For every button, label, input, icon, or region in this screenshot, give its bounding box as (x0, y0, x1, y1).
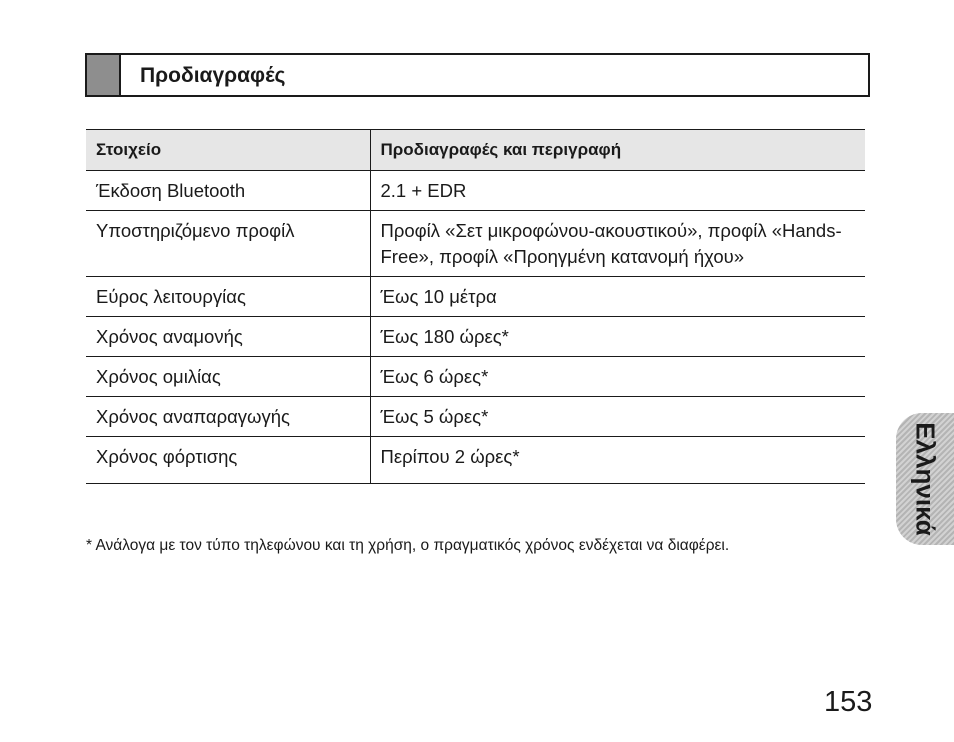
section-header (85, 53, 870, 97)
table-row (86, 437, 865, 484)
page-number: 153 (824, 686, 873, 718)
footnote: * Ανάλογα με τον τύπο τηλεφώνου και τη χρήση, ο πραγματικός χρόνος ενδέχεται να διαφέρει. (86, 537, 730, 554)
table-header-row (86, 130, 865, 171)
spec-value: Έως 5 ώρες* (370, 397, 865, 437)
table-row (86, 397, 865, 437)
table-row (86, 277, 865, 317)
table-row (86, 171, 865, 211)
spec-value: Έως 6 ώρες* (370, 357, 865, 397)
section-title: Προδιαγραφές (140, 64, 286, 87)
spec-item: Χρόνος φόρτισης (86, 437, 370, 484)
table-row (86, 357, 865, 397)
section-marker-block (87, 55, 121, 95)
spec-value: 2.1 + EDR (370, 171, 865, 211)
spec-item: Χρόνος ομιλίας (86, 357, 370, 397)
spec-item: Εύρος λειτουργίας (86, 277, 370, 317)
spec-item: Χρόνος αναμονής (86, 317, 370, 357)
column-header-item: Στοιχείο (86, 130, 370, 171)
spec-value: Έως 180 ώρες* (370, 317, 865, 357)
specifications-table (86, 129, 865, 484)
spec-item: Υποστηριζόμενο προφίλ (86, 211, 370, 277)
spec-item: Χρόνος αναπαραγωγής (86, 397, 370, 437)
column-header-description: Προδιαγραφές και περιγραφή (370, 130, 865, 171)
language-tab (896, 413, 954, 545)
spec-value: Έως 10 μέτρα (370, 277, 865, 317)
spec-value: Προφίλ «Σετ μικροφώνου-ακουστικού», προφίλ «Hands-Free», προφίλ «Προηγμένη κατανομή ήχου» (370, 211, 865, 277)
language-tab-label: Ελληνικά (910, 422, 941, 536)
spec-item: Έκδοση Bluetooth (86, 171, 370, 211)
table-row (86, 211, 865, 277)
spec-value: Περίπου 2 ώρες* (370, 437, 865, 484)
table-row (86, 317, 865, 357)
